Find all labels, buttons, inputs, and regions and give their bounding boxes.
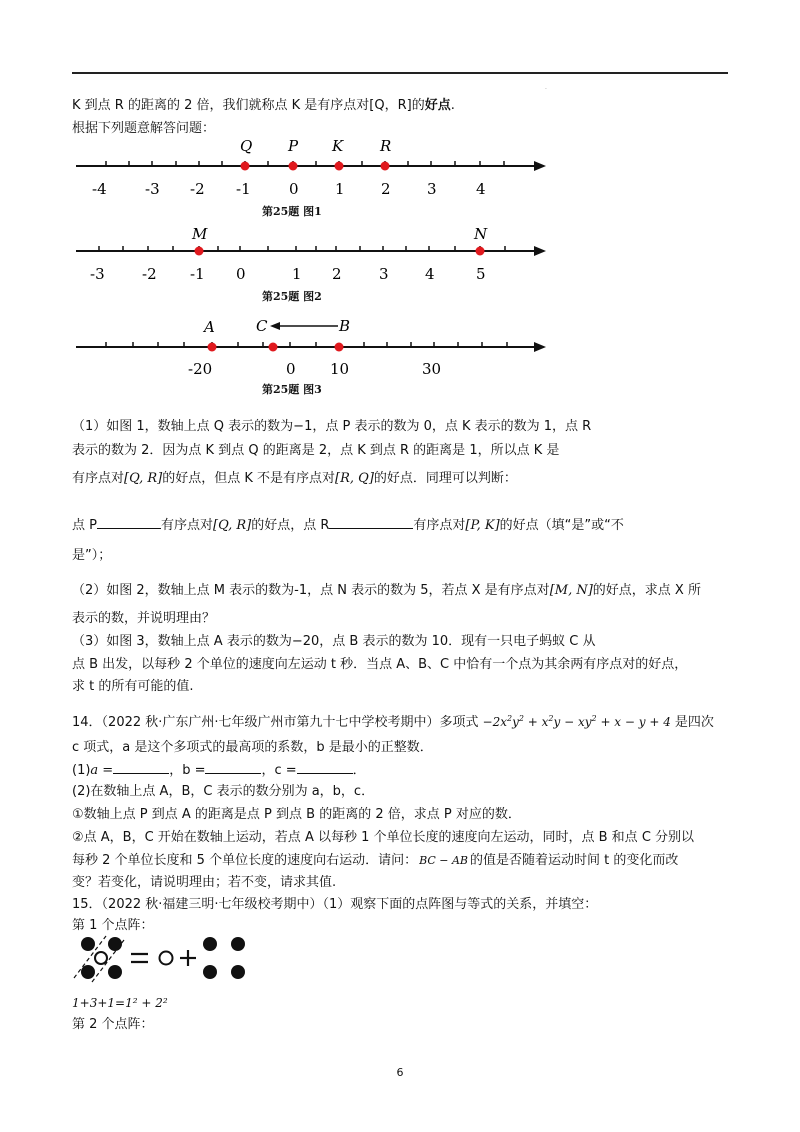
answer-blank-a[interactable] xyxy=(113,760,169,774)
arrow-head xyxy=(270,322,280,330)
point-a xyxy=(208,343,217,352)
p15-line-2: 第 1 个点阵： xyxy=(72,918,154,933)
answer-blank-p[interactable] xyxy=(97,515,161,529)
pair-qr: [Q, R] xyxy=(124,471,163,486)
p14-sub-3: ①数轴上点 P 到点 A 的距离是点 P 到点 B 的距离的 2 倍，求点 P 对应的数． xyxy=(72,807,521,822)
tick-label: -4 xyxy=(92,180,107,198)
point-n xyxy=(476,247,485,256)
figure-1-caption: 第25题 图1 xyxy=(262,205,322,218)
p14-line-2: c 项式，a 是这个多项式的最高项的系数，b 是最小的正整数． xyxy=(72,740,433,755)
label-c: C xyxy=(256,317,268,335)
q2-line-2: 表示的数，并说明理由？ xyxy=(72,611,216,626)
tick-label: 2 xyxy=(381,180,391,198)
p15-equation: 1+3+1=1² + 2² xyxy=(72,996,168,1010)
tick-label: 5 xyxy=(476,265,486,283)
q1-line-2: 表示的数为 2．因为点 K 到点 Q 的距离是 2，点 K 到点 R 的距离是 1，所以点 K 是 xyxy=(72,443,560,458)
dot-array-figure xyxy=(70,932,270,988)
label-r: R xyxy=(380,137,392,155)
label-m: M xyxy=(192,225,208,243)
tick-label: -3 xyxy=(90,265,105,283)
intro-line-2: 根据下列题意解答问题： xyxy=(72,121,216,136)
label-k: K xyxy=(332,137,344,155)
tick-label: 0 xyxy=(286,360,296,378)
figure-3-caption: 第25题 图3 xyxy=(262,383,322,396)
tick-label: -20 xyxy=(188,360,213,378)
q2-line-1: （2）如图 2，数轴上点 M 表示的数为-1，点 N 表示的数为 5，若点 X 是有序点对[M, N]的好点，求点 X 所 xyxy=(72,583,701,598)
label-q: Q xyxy=(240,137,253,155)
tick-label: 3 xyxy=(379,265,389,283)
p15-header: 15．（2022 秋·福建三明·七年级校考期中）（1）观察下面的点阵图与等式的关系，并填空： xyxy=(72,897,598,912)
q1-line-3: 有序点对[Q, R]的好点，但点 K 不是有序点对[R, Q]的好点．同理可以判断： xyxy=(72,471,517,486)
polynomial-expression: $-2x^2y^2 + x^2y - xy^2 + x - y + 4$ xyxy=(482,714,671,729)
p14-sub-4b: 每秒 2 个单位长度和 5 个单位长度的速度向右运动．请问： BC − AB 的值是否随着运动时间 t 的变化而改 xyxy=(72,853,679,868)
label-p: P xyxy=(288,137,299,155)
label-a: A xyxy=(204,318,215,336)
label-n: N xyxy=(474,225,488,243)
q3-line-2: 点 B 出发，以每秒 2 个单位的速度向左运动 t 秒．当点 A、B、C 中恰有一个点为其余两有序点对的好点， xyxy=(72,657,688,672)
tick-label: 1 xyxy=(335,180,345,198)
tick-label: -2 xyxy=(190,180,205,198)
answer-blank-r[interactable] xyxy=(329,515,413,529)
tick-label: 3 xyxy=(427,180,437,198)
page-number: 6 xyxy=(396,1066,404,1079)
tick-label: -1 xyxy=(236,180,251,198)
p14-header: 14．（2022 秋·广东广州·七年级广州市第九十七中学校考期中）多项式 $-2x^2y^2 + x^2y - xy^2 + x - y + 4$ 是四次 xyxy=(72,714,714,730)
tick-label: 10 xyxy=(330,360,350,378)
answer-blank-b[interactable] xyxy=(205,760,261,774)
answer-blank-c[interactable] xyxy=(297,760,353,774)
pair-rq: [R, Q] xyxy=(335,471,374,486)
point-c xyxy=(269,343,278,352)
point-r xyxy=(381,162,390,171)
tick-label: 1 xyxy=(292,265,302,283)
point-m xyxy=(195,247,204,256)
p14-sub-4c: 变？若变化，请说明理由；若不变，请求其值. xyxy=(72,875,337,890)
pair-mn: [M, N] xyxy=(549,583,593,598)
page-mark: . xyxy=(545,84,547,91)
p15-line-4: 第 2 个点阵： xyxy=(72,1017,154,1032)
tick-label: -2 xyxy=(142,265,157,283)
tick-label: 4 xyxy=(425,265,435,283)
q3-line-1: （3）如图 3，数轴上点 A 表示的数为−20，点 B 表示的数为 10．现有一只电子蚂蚁 C 从 xyxy=(72,634,596,649)
point-b xyxy=(335,343,344,352)
q3-line-3: 求 t 的所有可能的值. xyxy=(72,679,194,694)
intro-line-1: K 到点 R 的距离的 2 倍，我们就称点 K 是有序点对[Q，R]的好点. xyxy=(72,98,455,113)
q1-line-4: 点 P 有序点对[Q, R]的好点，点 R 有序点对[P, K]的好点（填“是”或“不 xyxy=(72,515,624,535)
tick-label: 30 xyxy=(422,360,442,378)
point-q xyxy=(241,162,250,171)
tick-label: -3 xyxy=(145,180,160,198)
label-b: B xyxy=(339,317,351,335)
tick-label: -1 xyxy=(190,265,205,283)
point-k xyxy=(335,162,344,171)
q1-line-5: 是”）； xyxy=(72,548,112,563)
tick-label: 0 xyxy=(289,180,299,198)
pair-qr: [Q, R] xyxy=(213,518,252,533)
p14-sub-1: (1)a = ，b = ，c = ． xyxy=(72,760,366,780)
tick-label: 0 xyxy=(236,265,246,283)
tick-label: 4 xyxy=(476,180,486,198)
p14-sub-2: (2)在数轴上点 A，B，C 表示的数分别为 a，b，c． xyxy=(72,784,375,799)
p14-sub-4a: ②点 A，B，C 开始在数轴上运动，若点 A 以每秒 1 个单位长度的速度向左运动，同时，点 B 和点 C 分别以 xyxy=(72,830,695,845)
point-p xyxy=(289,162,298,171)
figure-2-caption: 第25题 图2 xyxy=(262,290,322,303)
pair-pk: [P, K] xyxy=(465,518,500,533)
tick-label: 2 xyxy=(332,265,342,283)
q1-line-1: （1）如图 1，数轴上点 Q 表示的数为−1，点 P 表示的数为 0，点 K 表示的数为 1，点 R xyxy=(72,419,592,434)
